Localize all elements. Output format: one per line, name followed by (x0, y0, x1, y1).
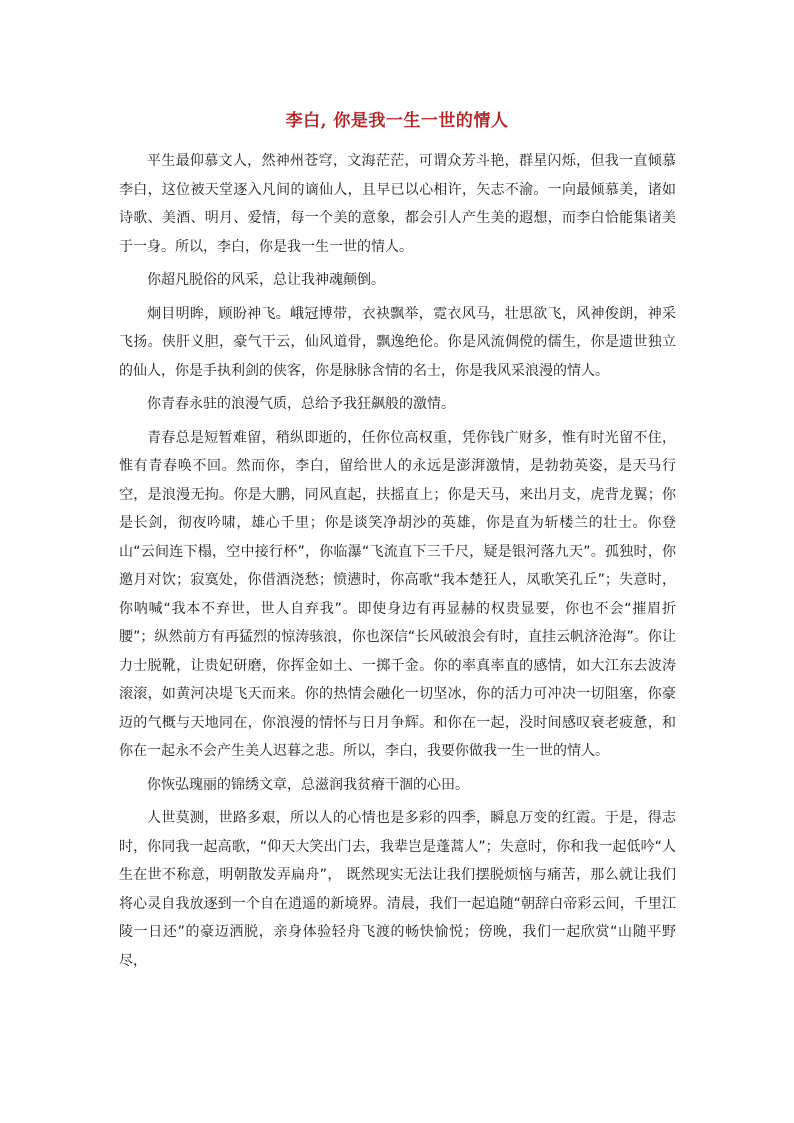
paragraph-6: 你恢弘瑰丽的锦绣文章，总滋润我贫瘠干涸的心田。 (147, 776, 469, 793)
article-body (119, 147, 676, 980)
paragraph-2: 你超凡脱俗的风采，总让我神魂颠倒。 (147, 272, 385, 288)
paragraph-5: 青春总是短暂难留，稍纵即逝的，任你位高权重，凭你钱广财多，惟有时光留不住，惟有青春唤不回。然而你，李白，留给世人的永远是澎湃激情，是勃勃英姿，是天马行空，是浪漫无拘。你是大鹏，同风直起，扶摇直上；你是天马，来出月支，虎背龙翼；你是长剑，彻夜吟啸，雄心千里；你是谈笑净胡沙的英雄，你是直为斩楼兰的壮士。你登山“云间连下榻，空中接行杯”，你临瀑“飞流直下三千尺，疑是银河落九天”。孤独时，你邀月对饮；寂寞处，你借酒浇愁；愤懑时，你高歌“我本楚狂人，凤歌笑孔丘”；失意时，你呐喊“我本不弃世，世人自弃我”。即使身边有再显赫的权贵显要，你也不会“摧眉折腰”；纵然前方有再猛烈的惊涛骇浪，你也深信“长风破浪会有时，直挂云帆济沧海”。你让力士脱靴，让贵妃研磨，你挥金如土、一掷千金。你的率真率直的感情，如大江东去波涛滚滚，如黄河决堤飞天而来。你的热情会融化一切坚冰，你的活力可冲决一切阻塞，你豪迈的气概与天地同在，你浪漫的情怀与日月争辉。和你在一起，没时间感叹衰老疲惫，和你在一起永不会产生美人迟暮之悲。所以，李白，我要你做我一生一世的情人。 (119, 429, 676, 759)
paragraph-1: 平生最仰慕文人，然神州苍穹，文海茫茫，可谓众芳斗艳，群星闪烁，但我一直倾慕李白，这位被天堂逐入凡间的谪仙人，且早已以心相许，矢志不渝。一向最倾慕美，诸如诗歌、美酒、明月、爱情，每一个美的意象，都会引人产生美的遐想，而李白恰能集诸美于一身。所以，李白，你是我一生一世的情人。 (119, 153, 676, 255)
paragraph-7: 人世莫测，世路多艰，所以人的心情也是多彩的四季，瞬息万变的红霞。于是，得志时，你同我一起高歌，“仰天大笑出门去，我辈岂是蓬蒿人”；失意时，你和我一起低吟“人生在世不称意，明朝散发弄扁舟”， 既然现实无法让我们摆脱烦恼与痛苦，那么就让我们将心灵自我放逐到一个自在逍遥的新境界。清晨，我们一起追随“朝辞白帝彩云间，千里江陵一日还”的豪迈洒脱，亲身体验轻舟飞渡的畅快愉悦；傍晚，我们一起欣赏“山随平野尽， (119, 810, 676, 969)
paragraph-4: 你青春永驻的浪漫气质，总给予我狂飙般的激情。 (147, 396, 455, 412)
paragraph-3: 炯目明眸，顾盼神飞。峨冠博带，衣袂飘举，霓衣风马，壮思欲飞，风神俊朗，神采飞扬。侠肝义胆，豪气干云，仙风道骨，飘逸绝伦。你是风流倜傥的儒生，你是遗世独立的仙人，你是手执利剑的侠客，你是脉脉含情的名士，你是我风采浪漫的情人。 (119, 305, 676, 379)
page-title: 李白, 你是我一生一世的情人 (285, 111, 509, 131)
